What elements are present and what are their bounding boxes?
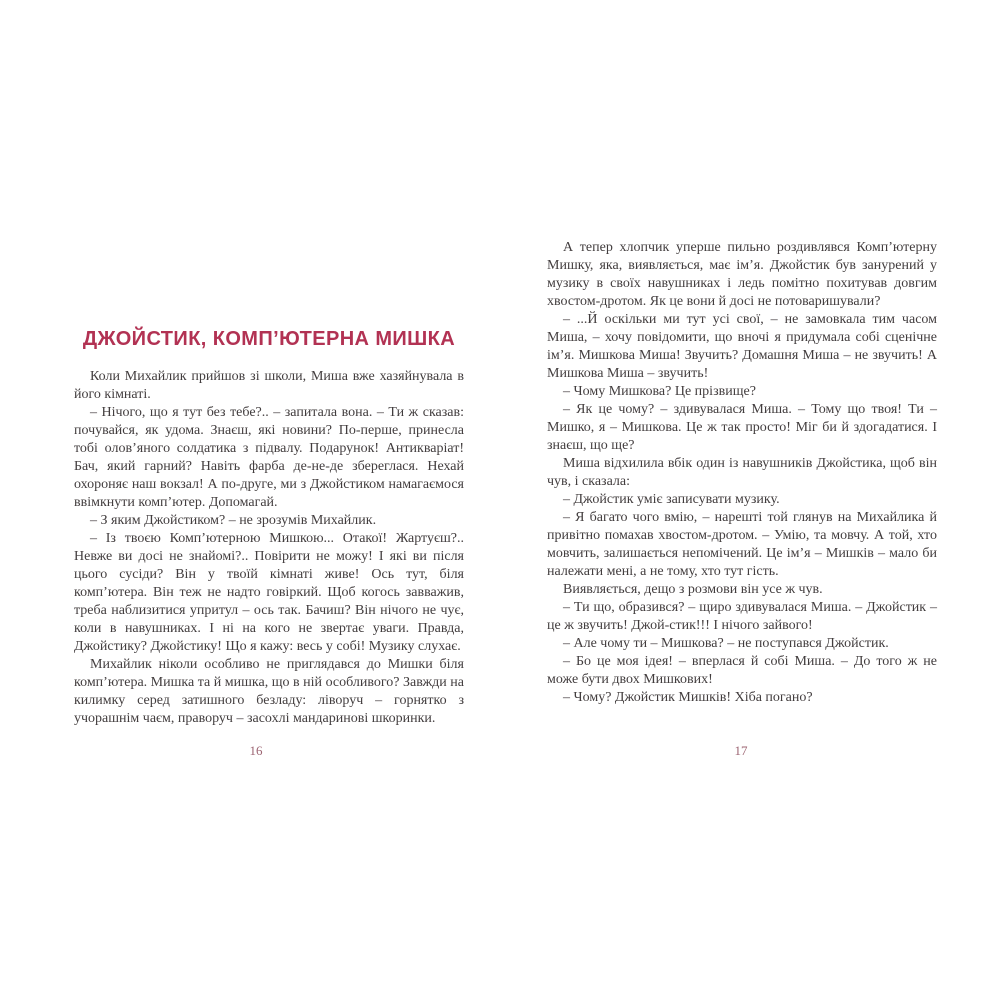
paragraph: – Бо це моя ідея! – вперлася й собі Миша. – До того ж не може бути двох Мишкових! <box>547 654 937 687</box>
left-page-number: 16 <box>249 743 263 758</box>
paragraph: – З яким Джойстиком? – не зрозумів Михайлик. <box>90 513 377 528</box>
paragraph: – Із твоєю Комп’ютерною Мишкою... Отакої! Жартуєш?.. Невже ви досі не знайомі?.. Повірити не можу! І які ви після цього сусіди? Він у твоїй кімнаті живе! Ось тут, біля комп’ютера. Він теж не надто говіркий. Щоб когось завважив, треба наблизитися упритул – ось так. Бачиш? Він нічого не чує, коли в навушниках. І ні на кого не звертає уваги. Правда, Джойстику? Джойстику! Що я кажу: весь у собі! Музику слухає. <box>74 531 464 654</box>
paragraph: – Нічого, що я тут без тебе?.. – запитала вона. – Ти ж сказав: почувайся, як удома. Знаєш, які новини? По-перше, принесла тобі олов’яного солдатика з підвалу. Подарунок! Антикваріат! Бач, який гарний? Навіть фарба де-не-де збереглася. Нехай охороняє наш вокзал! А по-друге, ми з Джойстиком намагаємося ввімкнути комп’ютер. Допомагай. <box>74 405 464 510</box>
paragraph: – Але чому ти – Мишкова? – не поступався Джойстик. <box>563 636 889 651</box>
paragraph: – ...Й оскільки ми тут усі свої, – не замовкала тим часом Миша, – хочу повідомити, що вночі я придумала собі сценічне ім’я. Мишкова Миша! Звучить? Домашня Миша – не звучить! А Мишкова Миша – звучить! <box>547 312 937 381</box>
paragraph: – Чому? Джойстик Мишків! Хіба погано? <box>563 690 813 705</box>
paragraph: – Джойстик уміє записувати музику. <box>563 492 780 507</box>
right-page <box>547 239 937 707</box>
paragraph: – Я багато чого вмію, – нарешті той глянув на Михайлика й привітно помахав хвостом-дротом. – Умію, та мовчу. А той, хто мовчить, залишається непомічений. Це ім’я – Мишків – мало би належати мені, а не тому, хто тут гість. <box>547 510 937 579</box>
left-page-body <box>74 368 464 728</box>
right-page-body <box>547 239 937 707</box>
left-page <box>74 327 464 728</box>
paragraph: – Чому Мишкова? Це прізвище? <box>563 384 756 399</box>
paragraph: Виявляється, дещо з розмови він усе ж чув. <box>563 582 823 597</box>
paragraph: – Ти що, образився? – щиро здивувалася Миша. – Джойстик – це ж звучить! Джой-стик!!! І нічого зайвого! <box>547 600 937 633</box>
paragraph: Миша відхилила вбік один із навушників Джойстика, щоб він чув, і сказала: <box>547 456 937 489</box>
paragraph: Михайлик ніколи особливо не приглядався до Мишки біля комп’ютера. Мишка та й мишка, що в ній особливого? Завжди на килимку серед затишного безладу: ліворуч – горнятко з учорашнім чаєм, праворуч – засохлі мандаринові шкоринки. <box>74 657 464 726</box>
paragraph: Коли Михайлик прийшов зі школи, Миша вже хазяйнувала в його кімнаті. <box>74 369 464 402</box>
chapter-title: ДЖОЙСТИК, КОМП’ЮТЕРНА МИШКА <box>82 328 456 350</box>
right-page-number: 17 <box>734 743 748 758</box>
paragraph: – Як це чому? – здивувалася Миша. – Тому що твоя! Ти – Мишко, я – Мишкова. Це ж так просто! Міг би й здогадатися. І знаєш, що ще? <box>547 402 937 453</box>
paragraph: А тепер хлопчик уперше пильно роздивлявся Комп’ютерну Мишку, яка, виявляється, має ім’я. Джойстик був занурений у музику в своїх навушниках і ледь помітно похитував довгим хвостом-дротом. Як це вони й досі не потоваришували? <box>547 240 937 309</box>
